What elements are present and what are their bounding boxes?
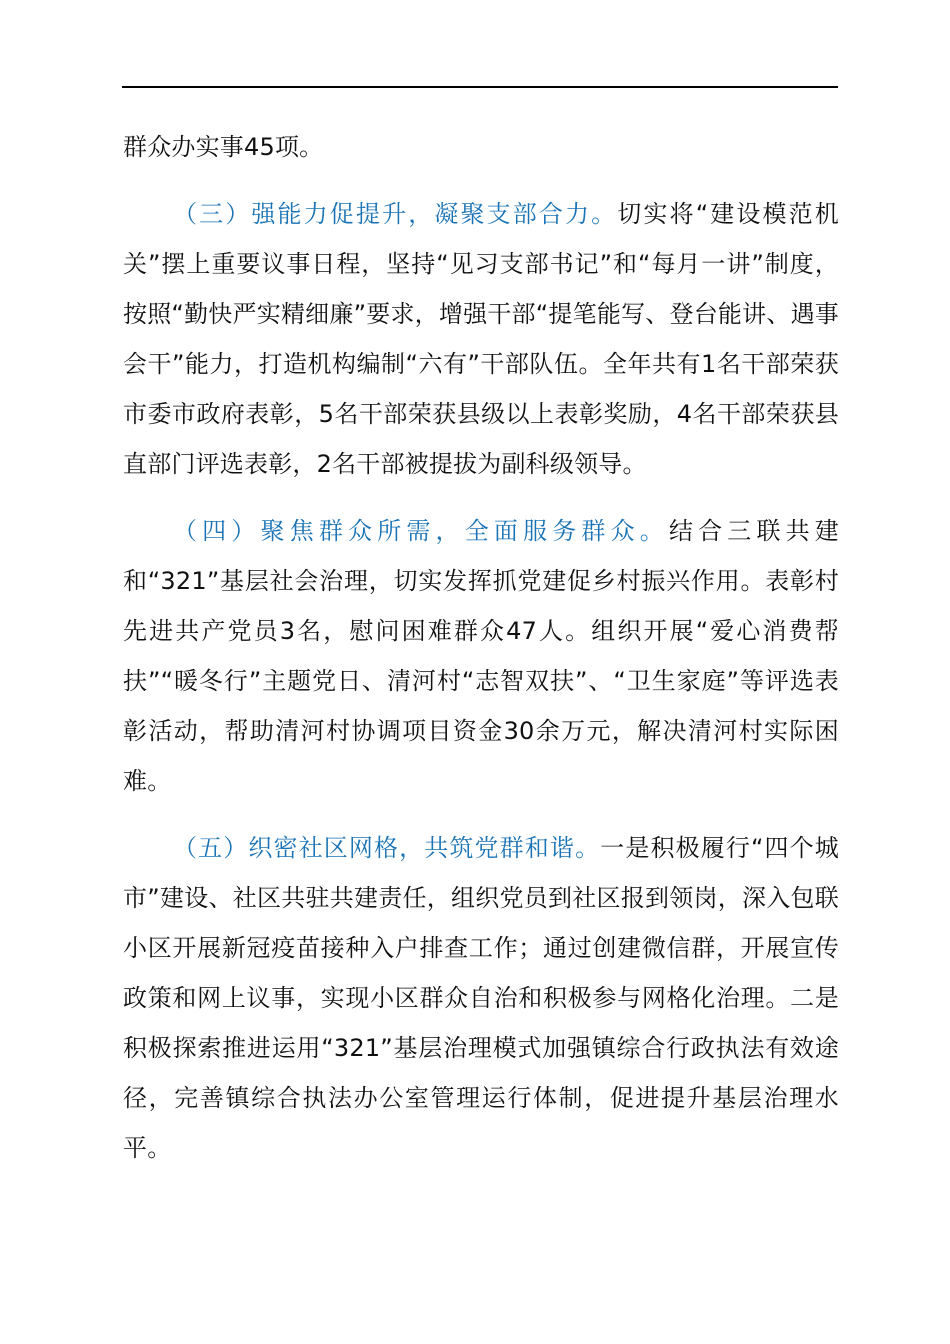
paragraph-section-5 [123, 823, 839, 1173]
paragraph-section-3 [123, 189, 839, 489]
paragraph-gap [123, 806, 839, 823]
section-heading-4: （四）聚焦群众所需，全面服务群众。 [173, 517, 669, 545]
section-body-3: 切实将“建设模范机关”摆上重要议事日程，坚持“见习支部书记”和“每月一讲”制度，按照“勤快严实精细廉”要求，增强干部“提笔能写、登台能讲、遇事会干”能力，打造机构编制“六有”干部队伍。全年共有1名干部荣获市委市政府表彰，5名干部荣获县级以上表彰奖励，4名干部荣获县直部门评选表彰，2名干部被提拔为副科级领导。 [123, 200, 840, 478]
paragraph-gap [123, 489, 839, 506]
paragraph-gap [123, 172, 839, 189]
section-body-4: 结合三联共建和“321”基层社会治理，切实发挥抓党建促乡村振兴作用。表彰村先进共产党员3名，慰问困难群众47人。组织开展“爱心消费帮扶”“暖冬行”主题党日、清河村“志智双扶”、“卫生家庭”等评选表彰活动，帮助清河村协调项目资金30余万元，解决清河村实际困难。 [123, 517, 839, 795]
paragraph-section-4 [123, 506, 839, 806]
document-body [123, 122, 839, 1173]
paragraph-continuation [123, 122, 839, 172]
section-heading-3: （三）强能力促提升，凝聚支部合力。 [173, 200, 618, 228]
section-body-5: 一是积极履行“四个城市”建设、社区共驻共建责任，组织党员到社区报到领岗，深入包联小区开展新冠疫苗接种入户排查工作；通过创建微信群，开展宣传政策和网上议事，实现小区群众自治和积极参与网格化治理。二是积极探索推进运用“321”基层治理模式加强镇综合行政执法有效途径，完善镇综合执法办公室管理运行体制，促进提升基层治理水平。 [123, 834, 839, 1162]
header-rule [122, 86, 838, 88]
section-heading-5: （五）织密社区网格，共筑党群和谐。 [173, 834, 601, 862]
paragraph-text: 群众办实事45项。 [123, 133, 324, 161]
